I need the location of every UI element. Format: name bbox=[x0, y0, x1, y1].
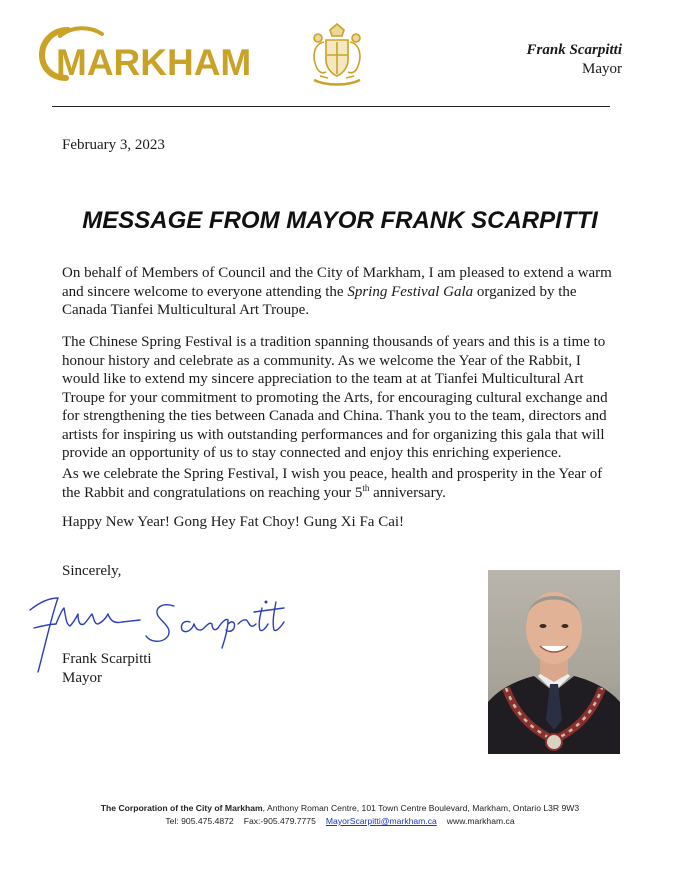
letter-closing: Sincerely, bbox=[62, 563, 122, 579]
coat-of-arms-icon bbox=[306, 22, 368, 88]
letter-title: MESSAGE FROM MAYOR FRANK SCARPITTI bbox=[82, 207, 598, 234]
paragraph-welcome: On behalf of Members of Council and the City of Markham, I am pleased to extend a warm and sincere welcome to everyone attending the Spring Festival Gala organized by the Canada Tianfei Multicultural Art Troupe. bbox=[62, 265, 612, 318]
footer-email-link[interactable]: MayorScarpitti@markham.ca bbox=[325, 816, 437, 826]
footer-fax: Fax:-905.479.7775 bbox=[243, 816, 316, 826]
event-name: Spring Festival Gala bbox=[347, 283, 474, 300]
letter-date: February 3, 2023 bbox=[62, 137, 165, 153]
paragraph-wishes: As we celebrate the Spring Festival, I wish you peace, health and prosperity in the Year of the Rabbit and congratulations on reaching your 5th anniversary. bbox=[62, 466, 603, 501]
markham-logo bbox=[38, 22, 252, 84]
paragraph-greeting: Happy New Year! Gong Hey Fat Choy! Gung Xi Fa Cai! bbox=[62, 514, 405, 530]
paragraph-tradition: The Chinese Spring Festival is a tradition spanning thousands of years and this is a time to honour history and celebrate as a community. As we welcome the Year of the Rabbit, I would like to extend my sincere appreciation to the team at at Tianfei Multicultural Art Troupe for your commitment to promoting the Arts, for encouraging cultural exchange and for strengthening the ties between Canada and China. Thank you to the team, directors and artists for inspiring us with outstanding performances and for organizing this gala that will provide an opportunity of us to stay connected and enjoy this enriching experience. bbox=[62, 334, 608, 461]
logo-wordmark: MARKHAM bbox=[56, 42, 252, 83]
footer-address-line bbox=[0, 802, 680, 815]
footer-tel: Tel: 905.475.4872 bbox=[165, 816, 234, 826]
footer-corporation: The Corporation of the City of Markham bbox=[100, 803, 263, 813]
footer-address: , Anthony Roman Centre, 101 Town Centre Boulevard, Markham, Ontario L3R 9W3 bbox=[262, 803, 580, 813]
mayor-portrait bbox=[488, 570, 620, 754]
signer-block bbox=[62, 650, 152, 687]
header-divider bbox=[52, 106, 610, 107]
signer-name: Frank Scarpitti bbox=[62, 651, 152, 667]
letterhead-footer bbox=[0, 802, 680, 828]
header-mayor-name: Frank Scarpitti bbox=[526, 42, 622, 58]
footer-website[interactable]: www.markham.ca bbox=[446, 816, 515, 826]
header-mayor-title: Mayor bbox=[582, 61, 622, 77]
signer-title: Mayor bbox=[62, 669, 102, 686]
footer-contact-line bbox=[0, 815, 680, 828]
mayor-header-block bbox=[527, 41, 622, 79]
